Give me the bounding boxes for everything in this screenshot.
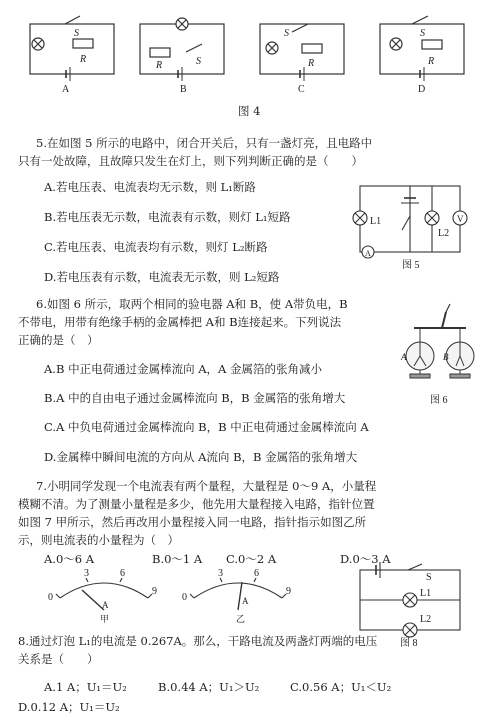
fig8-caption: 图 8 — [400, 638, 418, 648]
fig6-label-b: B — [443, 352, 449, 362]
q7-option-c: C.0～2 A — [226, 552, 277, 566]
circuit-c-resistor-label: R — [308, 58, 315, 69]
q6-option-d: D.金属棒中瞬间电流的方向从 A流向 B，B 金属箔的张角增大 — [44, 450, 358, 464]
q5-option-a: A.若电压表、电流表均无示数，则 L₁断路 — [44, 180, 256, 194]
q7-stem-line-3: 如图 7 甲所示，然后再改用小量程接入同一电路，指针指示如图乙所 — [18, 515, 367, 529]
q6-option-a: A.B 中正电荷通过金属棒流向 A，A 金属箔的张角减小 — [44, 362, 322, 376]
q8-option-d: D.0.12 A；U₁＝U₂ — [18, 700, 120, 714]
meter-right-tick-6: 6 — [254, 568, 259, 579]
circuit-b-switch-label: S — [196, 56, 201, 67]
circuit-c-label: C — [298, 84, 305, 95]
meter-left-tick-9: 9 — [152, 586, 157, 597]
q5-option-b: B.若电压表无示数，电流表有示数，则灯 L₁短路 — [44, 210, 291, 224]
q5-option-c: C.若电压表、电流表均有示数，则灯 L₂断路 — [44, 240, 268, 254]
q5-stem-line-2: 只有一处故障，且故障只发生在灯上，则下列判断正确的是（ ） — [18, 154, 363, 168]
fig8-l2-label: L2 — [420, 614, 432, 625]
q5-stem-line-1: 5.在如图 5 所示的电路中，闭合开关后，只有一盏灯亮，且电路中 — [36, 136, 373, 150]
q6-option-c: C.A 中负电荷通过金属棒流向 B，B 中正电荷通过金属棒流向 A — [44, 420, 369, 434]
meter-right-tick-3: 3 — [218, 568, 223, 579]
meter-right-label: 乙 — [236, 614, 246, 624]
q8-stem-line-2: 关系是（ ） — [18, 652, 99, 666]
circuit-b-label: B — [180, 84, 187, 95]
figure-7-meters — [46, 566, 316, 630]
q7-stem-line-2: 模糊不清。为了测量小量程是多少，他先用大量程接入电路，指针位置 — [18, 497, 375, 511]
circuit-c — [260, 24, 344, 81]
circuit-b-resistor-label: R — [156, 60, 163, 71]
circuit-d-resistor-label: R — [428, 56, 435, 67]
q7-option-d: D.0～3 A — [340, 552, 391, 566]
fig5-l2-label: L2 — [438, 228, 450, 239]
q8-option-b: B.0.44 A；U₁＞U₂ — [158, 680, 260, 694]
fig5-l1-label: L1 — [370, 216, 382, 227]
circuit-a-label: A — [62, 84, 70, 95]
circuit-a-resistor-label: R — [80, 54, 87, 65]
q6-option-b: B.A 中的自由电子通过金属棒流向 B，B 金属箔的张角增大 — [44, 391, 346, 405]
fig5-ammeter-label: A — [365, 249, 371, 258]
meter-right-tick-0: 0 — [182, 592, 187, 603]
meter-left-unit: A — [102, 600, 109, 610]
q6-stem-line-3: 正确的是（ ） — [18, 333, 99, 347]
figure-6-electroscopes — [396, 300, 482, 408]
fig5-caption: 图 5 — [402, 260, 420, 270]
meter-left-label: 甲 — [100, 614, 110, 624]
fig8-switch-label: S — [426, 572, 432, 583]
circuit-a — [30, 16, 114, 81]
meter-right-tick-9: 9 — [286, 586, 291, 597]
circuit-b — [140, 18, 224, 81]
q5-option-d: D.若电压表有示数，电流表无示数，则 L₂短路 — [44, 270, 280, 284]
q8-option-a: A.1 A；U₁＝U₂ — [44, 680, 127, 694]
figure-4-caption: 图 4 — [238, 104, 261, 118]
q7-option-a: A.0～6 A — [44, 552, 95, 566]
q8-option-c: C.0.56 A；U₁＜U₂ — [290, 680, 392, 694]
circuit-d-switch-label: S — [420, 28, 425, 39]
figure-4-circuits — [10, 8, 480, 98]
meter-left-tick-0: 0 — [48, 592, 53, 603]
fig5-voltmeter-label: V — [457, 214, 464, 224]
meter-right-unit: A — [242, 596, 249, 606]
q6-stem-line-1: 6.如图 6 所示，取两个相同的验电器 A和 B，使 A带负电，B — [36, 297, 348, 311]
circuit-d — [380, 16, 464, 81]
q7-stem-line-1: 7.小明同学发现一个电流表有两个量程，大量程是 0～9 A，小量程 — [36, 479, 377, 493]
meter-left-tick-3: 3 — [84, 568, 89, 579]
q7-stem-line-4: 示，则电流表的小量程为（ ） — [18, 533, 179, 547]
q6-stem-line-2: 不带电，用带有绝缘手柄的金属棒把 A和 B连接起来。下列说法 — [18, 315, 342, 329]
q8-stem-line-1: 8.通过灯泡 L₁的电流是 0.267A。那么，干路电流及两盏灯两端的电压 — [18, 634, 378, 648]
circuit-a-switch-label: S — [74, 28, 79, 39]
fig6-caption: 图 6 — [430, 395, 448, 406]
circuit-d-label: D — [418, 84, 426, 95]
fig8-l1-label: L1 — [420, 588, 432, 599]
meter-left-tick-6: 6 — [120, 568, 125, 579]
q7-option-b: B.0～1 A — [152, 552, 203, 566]
figure-5-circuit — [350, 178, 470, 270]
circuit-c-switch-label: S — [284, 28, 289, 39]
fig6-label-a: A — [401, 352, 407, 362]
